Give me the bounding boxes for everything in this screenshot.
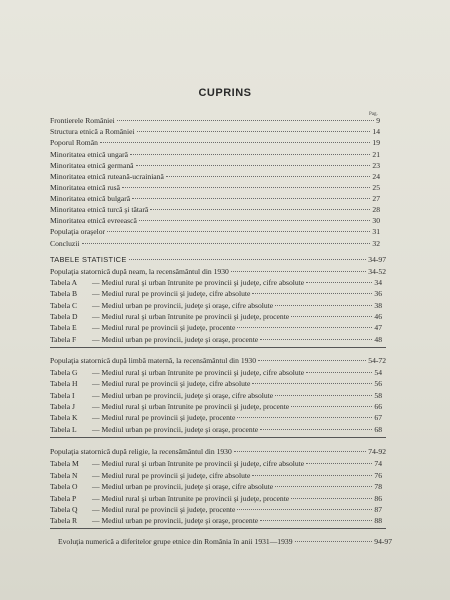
toc-entry-page: 23 — [372, 161, 380, 170]
table-entry-page: 54 — [374, 368, 382, 377]
table-entry-desc: — Mediul rural pe provincii şi judeţe, cifre absolute — [92, 379, 251, 388]
table-entry-name: Tabela O — [50, 482, 78, 491]
table-entry-name: Tabela L — [50, 425, 77, 434]
table-entry-name: Tabela N — [50, 471, 78, 480]
table-entry-page: 46 — [374, 312, 382, 321]
final-entry — [58, 536, 392, 548]
table-entry-name: Tabela C — [50, 301, 78, 310]
toc-entry-page: 9 — [376, 116, 380, 125]
toc-entry-page: 24 — [372, 172, 380, 181]
table-entry-page: 38 — [374, 301, 382, 310]
table-entry-name: Tabela D — [50, 312, 78, 321]
table-entry-desc: — Mediul rural şi urban întrunite pe provincii şi judeţe, procente — [92, 312, 290, 321]
toc-entry-label: Minoritatea etnică rusă — [50, 183, 121, 192]
table-entry-page: 76 — [374, 471, 382, 480]
section-heading-label: Populaţia statornică după neam, la recensământul din 1930 — [50, 267, 229, 276]
toc-entry-label: Minoritatea etnică turcă şi tătară — [50, 205, 149, 214]
tables-heading-page: 34-97 — [368, 255, 386, 264]
table-entry — [50, 515, 382, 527]
table-entry-desc: — Mediul urban pe provincii, judeţe şi oraşe, cifre absolute — [92, 301, 274, 310]
section-divider — [50, 347, 386, 348]
table-entry-name: Tabela P — [50, 494, 77, 503]
table-entry-desc: — Mediul urban pe provincii, judeţe şi oraşe, cifre absolute — [92, 391, 274, 400]
table-entry-name: Tabela J — [50, 402, 75, 411]
table-entry-page: 56 — [374, 379, 382, 388]
table-entry-page: 86 — [374, 494, 382, 503]
table-entry-name: Tabela B — [50, 289, 78, 298]
table-entry-page: 78 — [374, 482, 382, 491]
section-divider — [50, 437, 386, 438]
section-heading — [50, 355, 386, 367]
table-entry-page: 48 — [374, 335, 382, 344]
toc-entry-label: Minoritatea etnică bulgară — [50, 194, 131, 203]
table-entry-name: Tabela H — [50, 379, 78, 388]
table-entry — [50, 481, 382, 493]
table-entry-page: 68 — [374, 425, 382, 434]
table-entry-page: 66 — [374, 402, 382, 411]
page-column-label: Pag. — [369, 112, 378, 117]
section-heading — [50, 446, 386, 458]
table-entry-page: 34 — [374, 278, 382, 287]
toc-entry — [50, 226, 380, 238]
table-entry — [50, 378, 382, 390]
table-entry-desc: — Mediul rural şi urban întrunite pe provincii şi judeţe, cifre absolute — [92, 278, 305, 287]
toc-entry-page: 27 — [372, 194, 380, 203]
toc-entry-page: 25 — [372, 183, 380, 192]
table-entry-name: Tabela I — [50, 391, 75, 400]
toc-entry-page: 30 — [372, 216, 380, 225]
table-entry-name: Tabela K — [50, 413, 78, 422]
table-entry-desc: — Mediul urban pe provincii, judeţe şi oraşe, procente — [92, 516, 259, 525]
toc-entry-label: Structura etnică a României — [50, 127, 135, 136]
table-entry-name: Tabela M — [50, 459, 79, 468]
table-entry-desc: — Mediul rural pe provincii şi judeţe, procente — [92, 505, 236, 514]
table-entry-page: 74 — [374, 459, 382, 468]
toc-entry-label: Concluzii — [50, 239, 80, 248]
toc-entry-page: 32 — [372, 239, 380, 248]
toc-entry — [50, 137, 380, 149]
table-entry — [50, 322, 382, 334]
table-entry-page: 87 — [374, 505, 382, 514]
table-entry-desc: — Mediul urban pe provincii, judeţe şi oraşe, cifre absolute — [92, 482, 274, 491]
page-title: CUPRINS — [198, 87, 252, 99]
table-entry-name: Tabela E — [50, 323, 77, 332]
table-entry — [50, 412, 382, 424]
toc-entry-page: 19 — [372, 138, 380, 147]
final-entry-page: 94-97 — [374, 537, 392, 546]
section-heading-page: 34-52 — [368, 267, 386, 276]
table-entry — [50, 458, 382, 470]
table-entry-name: Tabela G — [50, 368, 78, 377]
section-heading-label: Populaţia statornică după religie, la recensământul din 1930 — [50, 447, 232, 456]
table-entry — [50, 334, 382, 346]
toc-entry-label: Minoritatea etnică ungară — [50, 150, 129, 159]
toc-entry-label: Frontierele României — [50, 116, 115, 125]
toc-entry-label: Poporul Român — [50, 138, 98, 147]
table-entry-desc: — Mediul rural şi urban întrunite pe provincii şi judeţe, procente — [92, 402, 290, 411]
section-heading-page: 74-92 — [368, 447, 386, 456]
toc-entry-page: 31 — [372, 227, 380, 236]
table-entry-desc: — Mediul rural pe provincii şi judeţe, procente — [92, 323, 236, 332]
toc-entry — [50, 238, 380, 250]
table-entry — [50, 424, 382, 436]
table-entry-page: 58 — [374, 391, 382, 400]
table-entry-name: Tabela R — [50, 516, 78, 525]
table-entry-page: 36 — [374, 289, 382, 298]
table-entry — [50, 288, 382, 300]
final-entry-label: Evoluţia numerică a diferitelor grupe etnice din România în anii 1931—1939 — [58, 537, 293, 546]
tables-heading-label: TABELE STATISTICE — [50, 255, 127, 264]
toc-entry-label: Minoritatea etnică germană — [50, 161, 134, 170]
table-entry-name: Tabela A — [50, 278, 78, 287]
toc-entry-label: Minoritatea etnică evreească — [50, 216, 137, 225]
table-entry-desc: — Mediul rural pe provincii şi judeţe, cifre absolute — [92, 471, 251, 480]
tables-heading — [50, 254, 386, 266]
table-entry-desc: — Mediul rural şi urban întrunite pe provincii şi judeţe, cifre absolute — [92, 459, 305, 468]
table-entry-desc: — Mediul urban pe provincii, judeţe şi oraşe, procente — [92, 425, 259, 434]
section-heading-label: Populaţia statornică după limbă maternă, la recensământul din 1930 — [50, 356, 257, 365]
table-entry-desc: — Mediul rural şi urban întrunite pe provincii şi judeţe, procente — [92, 494, 290, 503]
toc-entry-label: Minoritatea etnică ruteană-ucrainiană — [50, 172, 164, 181]
toc-entry-page: 21 — [372, 150, 380, 159]
section-divider — [50, 528, 386, 529]
toc-entry-label: Populaţia oraşelor — [50, 227, 106, 236]
section-heading-page: 54-72 — [368, 356, 386, 365]
table-entry-page: 88 — [374, 516, 382, 525]
table-entry-page: 47 — [374, 323, 382, 332]
table-entry-name: Tabela F — [50, 335, 77, 344]
toc-entry-page: 28 — [372, 205, 380, 214]
table-entry-desc: — Mediul rural pe provincii şi judeţe, procente — [92, 413, 236, 422]
table-entry-desc: — Mediul rural şi urban întrunite pe provincii şi judeţe, cifre absolute — [92, 368, 305, 377]
table-entry-desc: — Mediul rural pe provincii şi judeţe, cifre absolute — [92, 289, 251, 298]
table-entry-desc: — Mediul urban pe provincii, judeţe şi oraşe, procente — [92, 335, 259, 344]
table-entry-page: 67 — [374, 413, 382, 422]
table-entry-name: Tabela Q — [50, 505, 78, 514]
toc-entry-page: 14 — [372, 127, 380, 136]
